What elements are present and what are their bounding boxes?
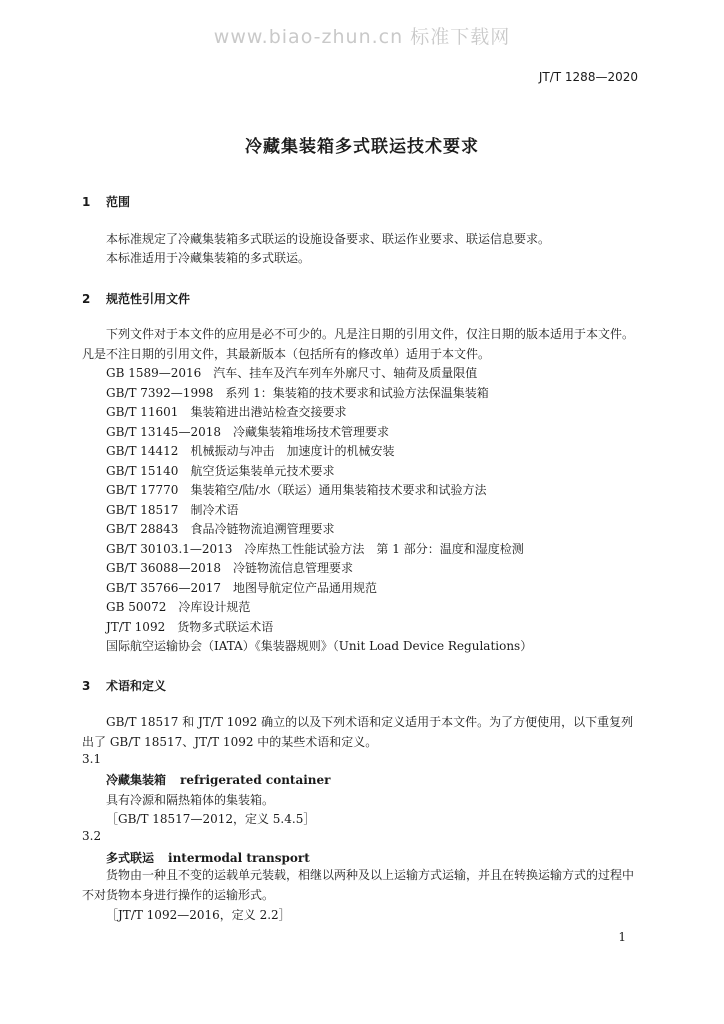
reference-item: GB/T 7392—1998 系列 1：集装箱的技术要求和试验方法保温集装箱 — [106, 386, 489, 400]
section-heading-terms — [82, 677, 166, 694]
reference-item: GB 50072 冷库设计规范 — [106, 600, 251, 614]
terms-intro: GB/T 18517 和 JT/T 1092 确立的以及下列术语和定义适用于本文件。为了方便使用，以下重复列出了 GB/T 18517、JT/T 1092 中的某些术语和定义。 — [82, 715, 634, 749]
page-number: 1 — [618, 930, 626, 944]
section-title: 术语和定义 — [106, 679, 167, 693]
section-number: 1 — [82, 195, 91, 209]
term-source: ［JT/T 1092—2016，定义 2.2］ — [106, 908, 291, 922]
term-chinese: 冷藏集装箱 — [106, 773, 167, 787]
document-number: JT/T 1288—2020 — [538, 70, 638, 84]
term-chinese: 多式联运 — [106, 851, 155, 865]
term-heading — [106, 849, 310, 866]
scope-paragraph-2: 本标准适用于冷藏集装箱的多式联运。 — [106, 251, 311, 265]
term-number: 3.1 — [82, 752, 102, 766]
term-number: 3.2 — [82, 829, 102, 843]
section-heading-scope — [82, 193, 130, 210]
reference-item: GB/T 36088—2018 冷链物流信息管理要求 — [106, 561, 353, 575]
section-heading-references — [82, 290, 190, 307]
term-definition: 货物由一种且不变的运载单元装载，相继以两种及以上运输方式运输，并且在转换运输方式的过程中不对货物本身进行操作的运输形式。 — [82, 868, 635, 902]
reference-item: GB/T 15140 航空货运集装单元技术要求 — [106, 464, 335, 478]
reference-item: JT/T 1092 货物多式联运术语 — [106, 620, 274, 634]
term-english: intermodal transport — [168, 851, 310, 865]
section-title: 范围 — [106, 195, 131, 209]
scope-paragraph-1: 本标准规定了冷藏集装箱多式联运的设施设备要求、联运作业要求、联运信息要求。 — [106, 232, 551, 246]
reference-item: 国际航空运输协会（IATA）《集装器规则》（Unit Load Device Regulations） — [106, 639, 533, 653]
reference-item: GB/T 35766—2017 地图导航定位产品通用规范 — [106, 581, 377, 595]
section-number: 2 — [82, 292, 91, 306]
reference-item: GB/T 30103.1—2013 冷库热工性能试验方法 第 1 部分：温度和湿度检测 — [106, 542, 524, 556]
term-definition: 具有冷源和隔热箱体的集装箱。 — [106, 793, 275, 807]
reference-item: GB 1589—2016 汽车、挂车及汽车列车外廓尺寸、轴荷及质量限值 — [106, 366, 478, 380]
reference-item: GB/T 13145—2018 冷藏集装箱堆场技术管理要求 — [106, 425, 389, 439]
reference-item: GB/T 11601 集装箱进出港站检查交接要求 — [106, 405, 347, 419]
term-english: refrigerated container — [180, 773, 331, 787]
section-title: 规范性引用文件 — [106, 292, 191, 306]
document-title: 冷藏集装箱多式联运技术要求 — [245, 137, 479, 157]
term-source: ［GB/T 18517—2012，定义 5.4.5］ — [106, 812, 316, 826]
reference-item: GB/T 17770 集装箱空/陆/水（联运）通用集装箱技术要求和试验方法 — [106, 483, 487, 497]
reference-item: GB/T 18517 制冷术语 — [106, 503, 239, 517]
reference-item: GB/T 14412 机械振动与冲击 加速度计的机械安装 — [106, 444, 395, 458]
term-heading — [106, 771, 330, 788]
section-number: 3 — [82, 679, 91, 693]
watermark: www.biao-zhun.cn 标准下载网 — [213, 26, 511, 48]
references-intro: 下列文件对于本文件的应用是必不可少的。凡是注日期的引用文件，仅注日期的版本适用于本文件。凡是不注日期的引用文件，其最新版本（包括所有的修改单）适用于本文件。 — [82, 327, 635, 361]
reference-item: GB/T 28843 食品冷链物流追溯管理要求 — [106, 522, 335, 536]
